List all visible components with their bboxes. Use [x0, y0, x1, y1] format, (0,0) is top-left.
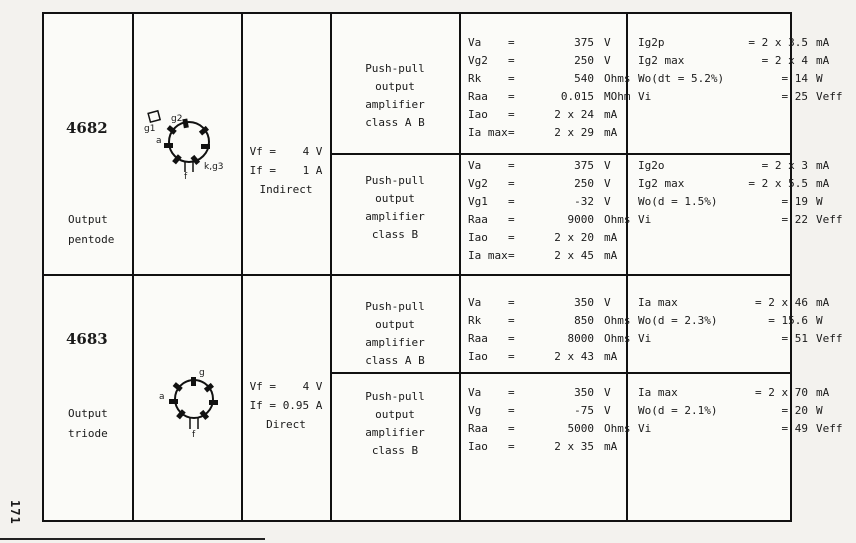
- output-value: = 2 x 70: [755, 386, 808, 399]
- param-eq: =: [508, 231, 515, 244]
- param-row: [468, 52, 648, 70]
- param-unit: Ohms: [604, 72, 631, 85]
- circuit-line: class B: [371, 444, 419, 457]
- output-unit: mA: [816, 159, 830, 172]
- output-data: [638, 294, 856, 348]
- param-row: [468, 193, 648, 211]
- param-name: Iao: [468, 231, 488, 244]
- pin-label-a: a: [156, 136, 162, 146]
- param-value: 2 x 35: [554, 440, 594, 453]
- circuit-line: output: [375, 408, 415, 421]
- circuit-line: Push-pull: [365, 62, 425, 75]
- param-eq: =: [508, 36, 515, 49]
- param-value: 8000: [567, 332, 594, 345]
- param-unit: Ohms: [604, 213, 631, 226]
- param-name: Va: [468, 159, 482, 172]
- param-eq: =: [508, 386, 515, 399]
- column-rule: [132, 14, 134, 520]
- param-eq: =: [508, 422, 515, 435]
- param-value: 2 x 20: [554, 231, 594, 244]
- output-unit: mA: [816, 386, 830, 399]
- param-row: [468, 312, 648, 330]
- circuit-line: class A B: [365, 354, 425, 367]
- description-line: triode: [68, 427, 108, 440]
- output-row: [638, 402, 856, 420]
- param-eq: =: [508, 314, 515, 327]
- output-name: Vi: [638, 332, 652, 345]
- output-value: = 19: [781, 195, 808, 208]
- heater-mode: Direct: [266, 418, 306, 431]
- param-value: 850: [574, 314, 594, 327]
- param-value: 2 x 24: [554, 108, 594, 121]
- param-unit: mA: [604, 249, 618, 262]
- param-name: Iao: [468, 440, 488, 453]
- output-name: Wo(d = 2.3%): [638, 314, 718, 327]
- output-unit: Veff: [816, 422, 843, 435]
- param-unit: mA: [604, 440, 618, 453]
- pin-label-f: f: [184, 172, 188, 182]
- circuit-line: amplifier: [365, 336, 425, 349]
- param-name: Rk: [468, 72, 482, 85]
- param-unit: mA: [604, 231, 618, 244]
- output-value: = 2 x 4: [761, 54, 808, 67]
- output-row: [638, 175, 856, 193]
- output-row: [638, 34, 856, 52]
- param-value: 350: [574, 296, 594, 309]
- heater-if-value: 0.95 A: [282, 399, 323, 412]
- output-data: [638, 34, 856, 106]
- output-name: Wo(dt = 5.2%): [638, 72, 725, 85]
- param-eq: =: [508, 350, 515, 363]
- circuit-line: amplifier: [365, 426, 425, 439]
- param-name: Raa: [468, 332, 488, 345]
- param-eq: =: [508, 177, 515, 190]
- circuit-line: output: [375, 192, 415, 205]
- output-unit: W: [816, 195, 823, 208]
- output-value: = 22: [781, 213, 808, 226]
- circuit-description: [332, 172, 458, 244]
- tube-description: [68, 404, 108, 444]
- param-eq: =: [508, 90, 515, 103]
- param-eq: =: [508, 440, 515, 453]
- pin-label-g: g: [199, 368, 205, 378]
- pentode-pinout-icon: [139, 102, 239, 182]
- param-eq: =: [508, 249, 515, 262]
- output-name: Ig2o: [638, 159, 665, 172]
- param-unit: V: [604, 36, 611, 49]
- circuit-line: output: [375, 80, 415, 93]
- output-name: Ia max: [638, 296, 678, 309]
- param-value: 250: [574, 54, 594, 67]
- output-unit: mA: [816, 177, 830, 190]
- param-value: 540: [574, 72, 594, 85]
- output-row: [638, 70, 856, 88]
- param-name: Va: [468, 296, 482, 309]
- bottom-rule: [0, 538, 265, 540]
- pin-label-a: a: [159, 392, 165, 402]
- output-row: [638, 211, 856, 229]
- param-name: Vg: [468, 404, 482, 417]
- output-value: = 20: [781, 404, 808, 417]
- heater-data-4683: [243, 377, 329, 434]
- description-line: Output: [68, 213, 108, 226]
- output-value: = 14: [781, 72, 808, 85]
- circuit-line: amplifier: [365, 210, 425, 223]
- operating-params: [468, 294, 648, 366]
- tube-type-4682: 4682: [66, 119, 108, 137]
- param-eq: =: [508, 332, 515, 345]
- param-row: [468, 70, 648, 88]
- param-unit: V: [604, 386, 611, 399]
- param-name: Raa: [468, 90, 488, 103]
- param-row: [468, 294, 648, 312]
- heater-vf-label: Vf =: [249, 380, 277, 393]
- param-value: -32: [574, 195, 594, 208]
- param-row: [468, 247, 648, 265]
- output-unit: W: [816, 404, 823, 417]
- param-name: Vg2: [468, 177, 488, 190]
- param-value: 350: [574, 386, 594, 399]
- param-name: Va: [468, 36, 482, 49]
- circuit-description: [332, 388, 458, 460]
- output-value: = 49: [781, 422, 808, 435]
- param-eq: =: [508, 213, 515, 226]
- tube-type-4683: 4683: [66, 330, 108, 348]
- output-name: Wo(d = 2.1%): [638, 404, 718, 417]
- circuit-description: [332, 60, 458, 132]
- output-name: Ig2p: [638, 36, 665, 49]
- heater-if-value: 1 A: [302, 164, 323, 177]
- heater-mode: Indirect: [259, 183, 313, 196]
- operating-params: [468, 34, 648, 142]
- output-value: = 2 x 3.5: [748, 36, 808, 49]
- param-eq: =: [508, 72, 515, 85]
- circuit-line: output: [375, 318, 415, 331]
- page-number: 171: [8, 500, 22, 525]
- param-unit: V: [604, 159, 611, 172]
- circuit-line: class B: [371, 228, 419, 241]
- pin-label-kg3: k,g3: [204, 162, 224, 172]
- output-value: = 51: [781, 332, 808, 345]
- operating-params: [468, 384, 648, 456]
- param-unit: mA: [604, 350, 618, 363]
- heater-if-label: If =: [249, 164, 277, 177]
- param-row: [468, 157, 648, 175]
- param-unit: V: [604, 177, 611, 190]
- output-unit: mA: [816, 54, 830, 67]
- column-rule: [459, 14, 461, 520]
- output-name: Wo(d = 1.5%): [638, 195, 718, 208]
- param-name: Va: [468, 386, 482, 399]
- output-value: = 2 x 5.5: [748, 177, 808, 190]
- param-row: [468, 384, 648, 402]
- output-row: [638, 312, 856, 330]
- output-name: Ig2 max: [638, 54, 685, 67]
- param-row: [468, 348, 648, 366]
- output-unit: Veff: [816, 332, 843, 345]
- param-value: 0.015: [560, 90, 594, 103]
- param-name: Ia max: [468, 126, 508, 139]
- param-row: [468, 124, 648, 142]
- param-row: [468, 175, 648, 193]
- output-row: [638, 52, 856, 70]
- param-name: Vg2: [468, 54, 488, 67]
- param-value: 2 x 45: [554, 249, 594, 262]
- param-unit: Ohms: [604, 422, 631, 435]
- output-name: Vi: [638, 90, 652, 103]
- pin-label-g1: g1: [144, 124, 156, 134]
- output-value: = 25: [781, 90, 808, 103]
- output-unit: Veff: [816, 213, 843, 226]
- param-row: [468, 34, 648, 52]
- param-unit: V: [604, 54, 611, 67]
- param-row: [468, 211, 648, 229]
- output-unit: Veff: [816, 90, 843, 103]
- output-row: [638, 330, 856, 348]
- heater-vf-value: 4 V: [302, 145, 323, 158]
- output-row: [638, 420, 856, 438]
- output-data: [638, 157, 856, 229]
- param-name: Vg1: [468, 195, 488, 208]
- column-rule: [241, 14, 243, 520]
- pin-label-g2: g2: [171, 114, 183, 124]
- tube-data-table: [42, 12, 843, 522]
- param-unit: mA: [604, 126, 618, 139]
- param-name: Raa: [468, 422, 488, 435]
- param-name: Iao: [468, 108, 488, 121]
- output-row: [638, 384, 856, 402]
- param-value: -75: [574, 404, 594, 417]
- param-value: 9000: [567, 213, 594, 226]
- param-eq: =: [508, 296, 515, 309]
- param-eq: =: [508, 159, 515, 172]
- param-name: Iao: [468, 350, 488, 363]
- output-unit: W: [816, 314, 823, 327]
- description-line: Output: [68, 407, 108, 420]
- param-value: 375: [574, 36, 594, 49]
- circuit-line: amplifier: [365, 98, 425, 111]
- param-row: [468, 330, 648, 348]
- param-unit: Ohms: [604, 314, 631, 327]
- output-name: Ig2 max: [638, 177, 685, 190]
- param-name: Ia max: [468, 249, 508, 262]
- param-unit: MOhm: [604, 90, 631, 103]
- row-rule: [330, 153, 790, 155]
- circuit-line: Push-pull: [365, 390, 425, 403]
- param-value: 250: [574, 177, 594, 190]
- param-value: 2 x 43: [554, 350, 594, 363]
- param-eq: =: [508, 54, 515, 67]
- pin-label-f: f: [192, 430, 196, 440]
- output-row: [638, 157, 856, 175]
- param-name: Raa: [468, 213, 488, 226]
- heater-if-label: If =: [249, 399, 277, 412]
- param-value: 2 x 29: [554, 126, 594, 139]
- description-line: pentode: [68, 233, 115, 246]
- output-row: [638, 88, 856, 106]
- param-unit: V: [604, 404, 611, 417]
- output-unit: mA: [816, 36, 830, 49]
- param-row: [468, 88, 648, 106]
- heater-data-4682: [243, 142, 329, 199]
- output-data: [638, 384, 856, 438]
- heater-vf-label: Vf =: [249, 145, 277, 158]
- param-row: [468, 106, 648, 124]
- circuit-description: [332, 298, 458, 370]
- circuit-line: Push-pull: [365, 174, 425, 187]
- param-row: [468, 229, 648, 247]
- param-row: [468, 420, 648, 438]
- param-unit: V: [604, 296, 611, 309]
- param-value: 5000: [567, 422, 594, 435]
- heater-vf-value: 4 V: [302, 380, 323, 393]
- output-name: Vi: [638, 422, 652, 435]
- output-unit: W: [816, 72, 823, 85]
- param-eq: =: [508, 404, 515, 417]
- param-value: 375: [574, 159, 594, 172]
- param-eq: =: [508, 126, 515, 139]
- output-name: Vi: [638, 213, 652, 226]
- row-rule: [330, 372, 790, 374]
- param-unit: V: [604, 195, 611, 208]
- output-unit: mA: [816, 296, 830, 309]
- param-name: Rk: [468, 314, 482, 327]
- output-value: = 15.6: [768, 314, 808, 327]
- param-row: [468, 438, 648, 456]
- output-row: [638, 294, 856, 312]
- operating-params: [468, 157, 648, 265]
- param-unit: mA: [604, 108, 618, 121]
- output-value: = 2 x 46: [755, 296, 808, 309]
- output-value: = 2 x 3: [761, 159, 808, 172]
- tube-description: [68, 210, 114, 250]
- circuit-line: class A B: [365, 116, 425, 129]
- param-row: [468, 402, 648, 420]
- param-eq: =: [508, 108, 515, 121]
- circuit-line: Push-pull: [365, 300, 425, 313]
- param-unit: Ohms: [604, 332, 631, 345]
- output-row: [638, 193, 856, 211]
- param-eq: =: [508, 195, 515, 208]
- row-rule: [44, 274, 790, 276]
- output-name: Ia max: [638, 386, 678, 399]
